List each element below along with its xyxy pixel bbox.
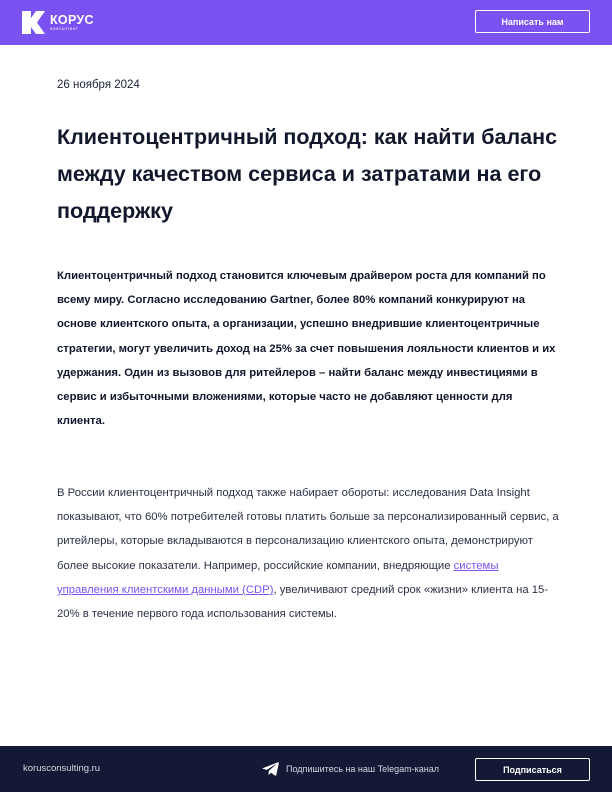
telegram-link[interactable] (262, 762, 439, 776)
telegram-text: Подпишитесь на наш Telegam-канал (286, 764, 439, 774)
subscribe-button[interactable]: Подписаться (475, 758, 590, 781)
logo-name: КОРУС (50, 12, 94, 27)
article-lead: Клиентоцентричный подход становится ключевым драйвером роста для компаний по всему миру. Согласно исследованию Gartner, более 80% компаний конкурируют на основе клиентского опыта, а организации, успешно внедрившие клиентоцентричные стратегии, могут увеличить доход на 25% за счет повышения лояльности клиентов и их удержания. Один из вызовов для ритейлеров – найти баланс между инвестициями в сервис и избыточными вложениями, которые часто не добавляют ценности для клиента. (57, 270, 556, 428)
article-date: 26 ноября 2024 (57, 79, 140, 91)
cdp-link[interactable]: системы управления клиентскими данными (CDP) (57, 559, 499, 596)
korus-logo[interactable] (22, 10, 94, 35)
paragraph-text-before-link: В России клиентоцентричный подход также набирает обороты: исследования Data Insight показывают, что 60% потребителей готовы платить больше за персонализированный сервис, а ритейлеры, которые вкладываются в персонализацию клиентского опыта, демонстрируют более высокие показатели. Например, российские компании, внедряющие (57, 487, 559, 572)
site-link[interactable]: korusconsulting.ru (23, 763, 101, 774)
article-paragraph (57, 481, 562, 626)
logo-subtitle: КОНСАЛТИНГ (50, 26, 79, 31)
paragraph-text-after-link: , увеличивают средний срок «жизни» клиента на 15-20% в течение первого года использования системы. (57, 583, 549, 621)
logo-text (50, 14, 94, 32)
top-bar (0, 0, 612, 45)
contact-us-button[interactable]: Написать нам (475, 10, 590, 33)
korus-logo-icon (22, 11, 45, 34)
telegram-icon (262, 762, 279, 776)
article-title: Клиентоцентричный подход: как найти баланс между качеством сервиса и затратами на его поддержку (57, 125, 558, 223)
footer-bar (0, 746, 612, 792)
